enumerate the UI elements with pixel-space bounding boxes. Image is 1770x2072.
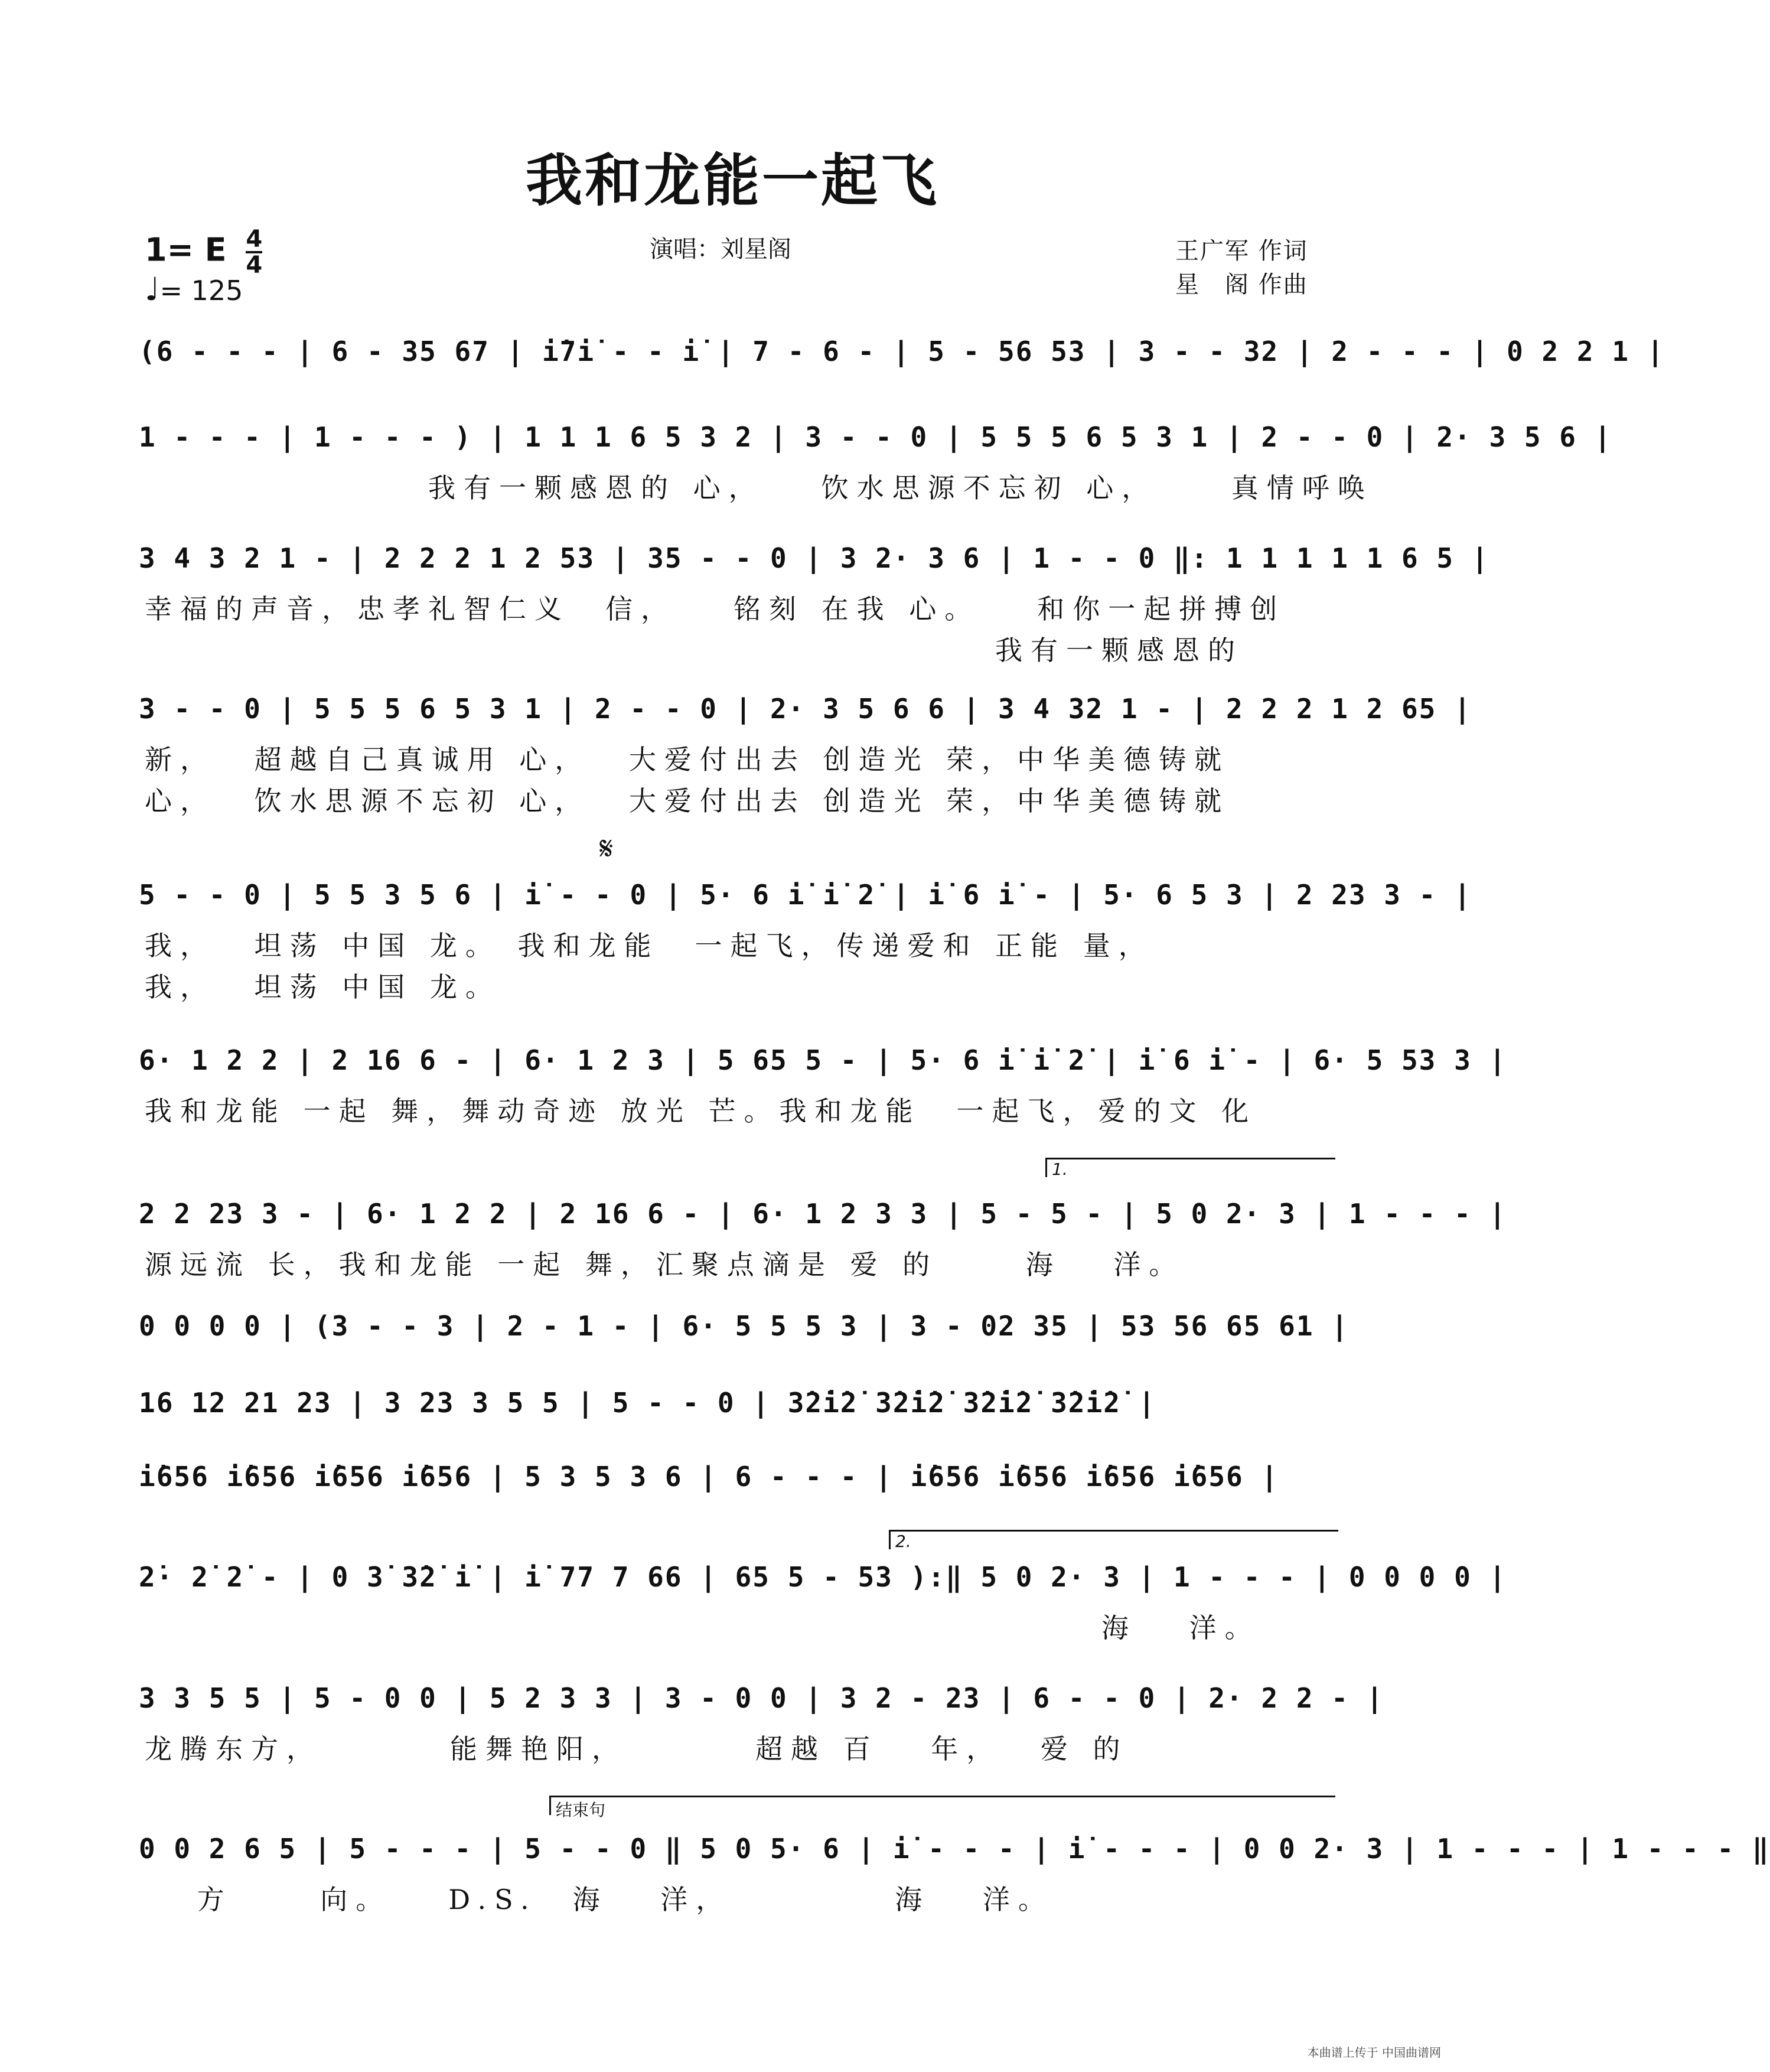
- score-title: 我和龙能一起飞: [526, 147, 939, 214]
- lyric-line: 新， 超越自己真诚用 心， 大爱付出去 创造光 荣，中华美德铸就: [145, 744, 1230, 776]
- lyric-line: 心， 饮水思源不忘初 心， 大爱付出去 创造光 荣，中华美德铸就: [145, 785, 1230, 817]
- lyric-line: 方 向。 D.S. 海 洋， 海 洋。: [145, 1884, 1054, 1915]
- segno-icon: 𝄋: [599, 830, 614, 867]
- lyric-line: 幸福的声音，忠孝礼智仁义 信， 铭刻 在我 心。 和你一起拼搏创: [145, 593, 1286, 625]
- tempo-marking: [145, 271, 243, 308]
- notation-line: 3 4 3 2 1 - | 2 2 2 1 2 53 | 35 - - 0 | 3 2· 3 6 | 1 - - 0 ‖: 1 1 1 1 1 6 5 |: [139, 542, 1489, 574]
- notation-line: 2 2 23 3 - | 6· 1 2 2 | 2 16 6 - | 6· 1 2 3 3 | 5 - 5 - | 5 0 2· 3 | 1 - - - |: [139, 1198, 1507, 1230]
- notation-line: (6 - - - | 6 - 35 67 | i̇7i̇ - - i̇ | 7 - 6 - | 5 - 56 53 | 3 - - 32 | 2 - - - | 0 2 2 1 |: [139, 335, 1665, 367]
- volta-2: 2.: [889, 1530, 1338, 1549]
- notation-line: 2̇· 2̇ 2̇ - | 0 3̇ 3̇2̇ i̇ | i̇ 77 7 66 | 65 5 - 53 ):‖ 5 0 2· 3 | 1 - - - | 0 0 0 0 |: [139, 1561, 1507, 1593]
- lyric-line: 我有一颗感恩的: [145, 634, 1243, 666]
- tempo-value: = 125: [159, 275, 243, 307]
- lyric-line: 我， 坦荡 中国 龙。 我和龙能 一起飞，传递爱和 正能 量，: [145, 930, 1154, 962]
- composer-credit: 星 阁 作曲: [1175, 271, 1308, 298]
- notation-line: 3 - - 0 | 5 5 5 6 5 3 1 | 2 - - 0 | 2· 3 5 6 6 | 3 4 32 1 - | 2 2 2 1 2 65 |: [139, 693, 1472, 725]
- notation-line: i̇656 i̇656 i̇656 i̇656 | 5 3 5 3 6 | 6 - - - | i̇656 i̇656 i̇656 i̇656 |: [139, 1461, 1279, 1493]
- key-signature: [145, 227, 262, 277]
- lyric-line: 龙腾东方， 能舞艳阳， 超越 百 年， 爱 的: [145, 1733, 1129, 1765]
- lyric-line: 我有一颗感恩的 心， 饮水思源不忘初 心， 真情呼唤: [145, 472, 1373, 504]
- notation-line: 16 12 21 23 | 3 23 3 5 5 | 5 - - 0 | 3̇2̇i̇2̇ 3̇2̇i̇2̇ 3̇2̇i̇2̇ 3̇2̇i̇2̇ |: [139, 1387, 1156, 1419]
- lyric-line: 海 洋。: [145, 1612, 1260, 1644]
- lyric-line: 源远流 长，我和龙能 一起 舞，汇聚点滴是 爱 的 海 洋。: [145, 1249, 1185, 1281]
- singer-credit: 演唱：刘星阁: [650, 236, 791, 263]
- lyricist-credit: 王广军 作词: [1175, 237, 1308, 265]
- notation-line: 3 3 5 5 | 5 - 0 0 | 5 2 3 3 | 3 - 0 0 | 3 2 - 23 | 6 - - 0 | 2· 2 2 - |: [139, 1682, 1384, 1714]
- lyric-line: 我， 坦荡 中国 龙。: [145, 971, 501, 1003]
- notation-line: 6· 1 2 2 | 2 16 6 - | 6· 1 2 3 | 5 65 5 - | 5· 6 i̇ i̇ 2̇ | i̇ 6 i̇ - | 6· 5 53 3 |: [139, 1044, 1507, 1076]
- notation-line: 0 0 0 0 | (3 - - 3 | 2 - 1 - | 6· 5 5 5 3 | 3 - 02 35 | 53 56 65 61 |: [139, 1310, 1349, 1342]
- notation-line: 5 - - 0 | 5 5 3 5 6 | i̇ - - 0 | 5· 6 i̇ i̇ 2̇ | i̇ 6 i̇ - | 5· 6 5 3 | 2 23 3 - |: [139, 879, 1472, 911]
- time-top: 4: [246, 226, 263, 253]
- time-signature: [246, 227, 262, 277]
- notation-line: 1 - - - | 1 - - - ) | 1 1 1 6 5 3 2 | 3 - - 0 | 5 5 5 6 5 3 1 | 2 - - 0 | 2· 3 5 6 |: [139, 421, 1612, 453]
- key-label: 1= E: [145, 231, 227, 269]
- volta-1: 1.: [1045, 1158, 1335, 1177]
- footer-watermark: 本曲谱上传于 中国曲谱网: [1307, 2045, 1441, 2060]
- coda-bracket: 结束句: [549, 1796, 1335, 1815]
- quarter-note-icon: ♩: [145, 271, 160, 308]
- time-bottom: 4: [246, 252, 263, 279]
- lyric-line: 我和龙能 一起 舞，舞动奇迹 放光 芒。我和龙能 一起飞，爱的文 化: [145, 1095, 1257, 1127]
- notation-line: 0 0 2 6 5 | 5 - - - | 5 - - 0 ‖ 5 0 5· 6 | i̇ - - - | i̇ - - - | 0 0 2· 3 | 1 - - - | 1 - - - ‖: [139, 1833, 1770, 1865]
